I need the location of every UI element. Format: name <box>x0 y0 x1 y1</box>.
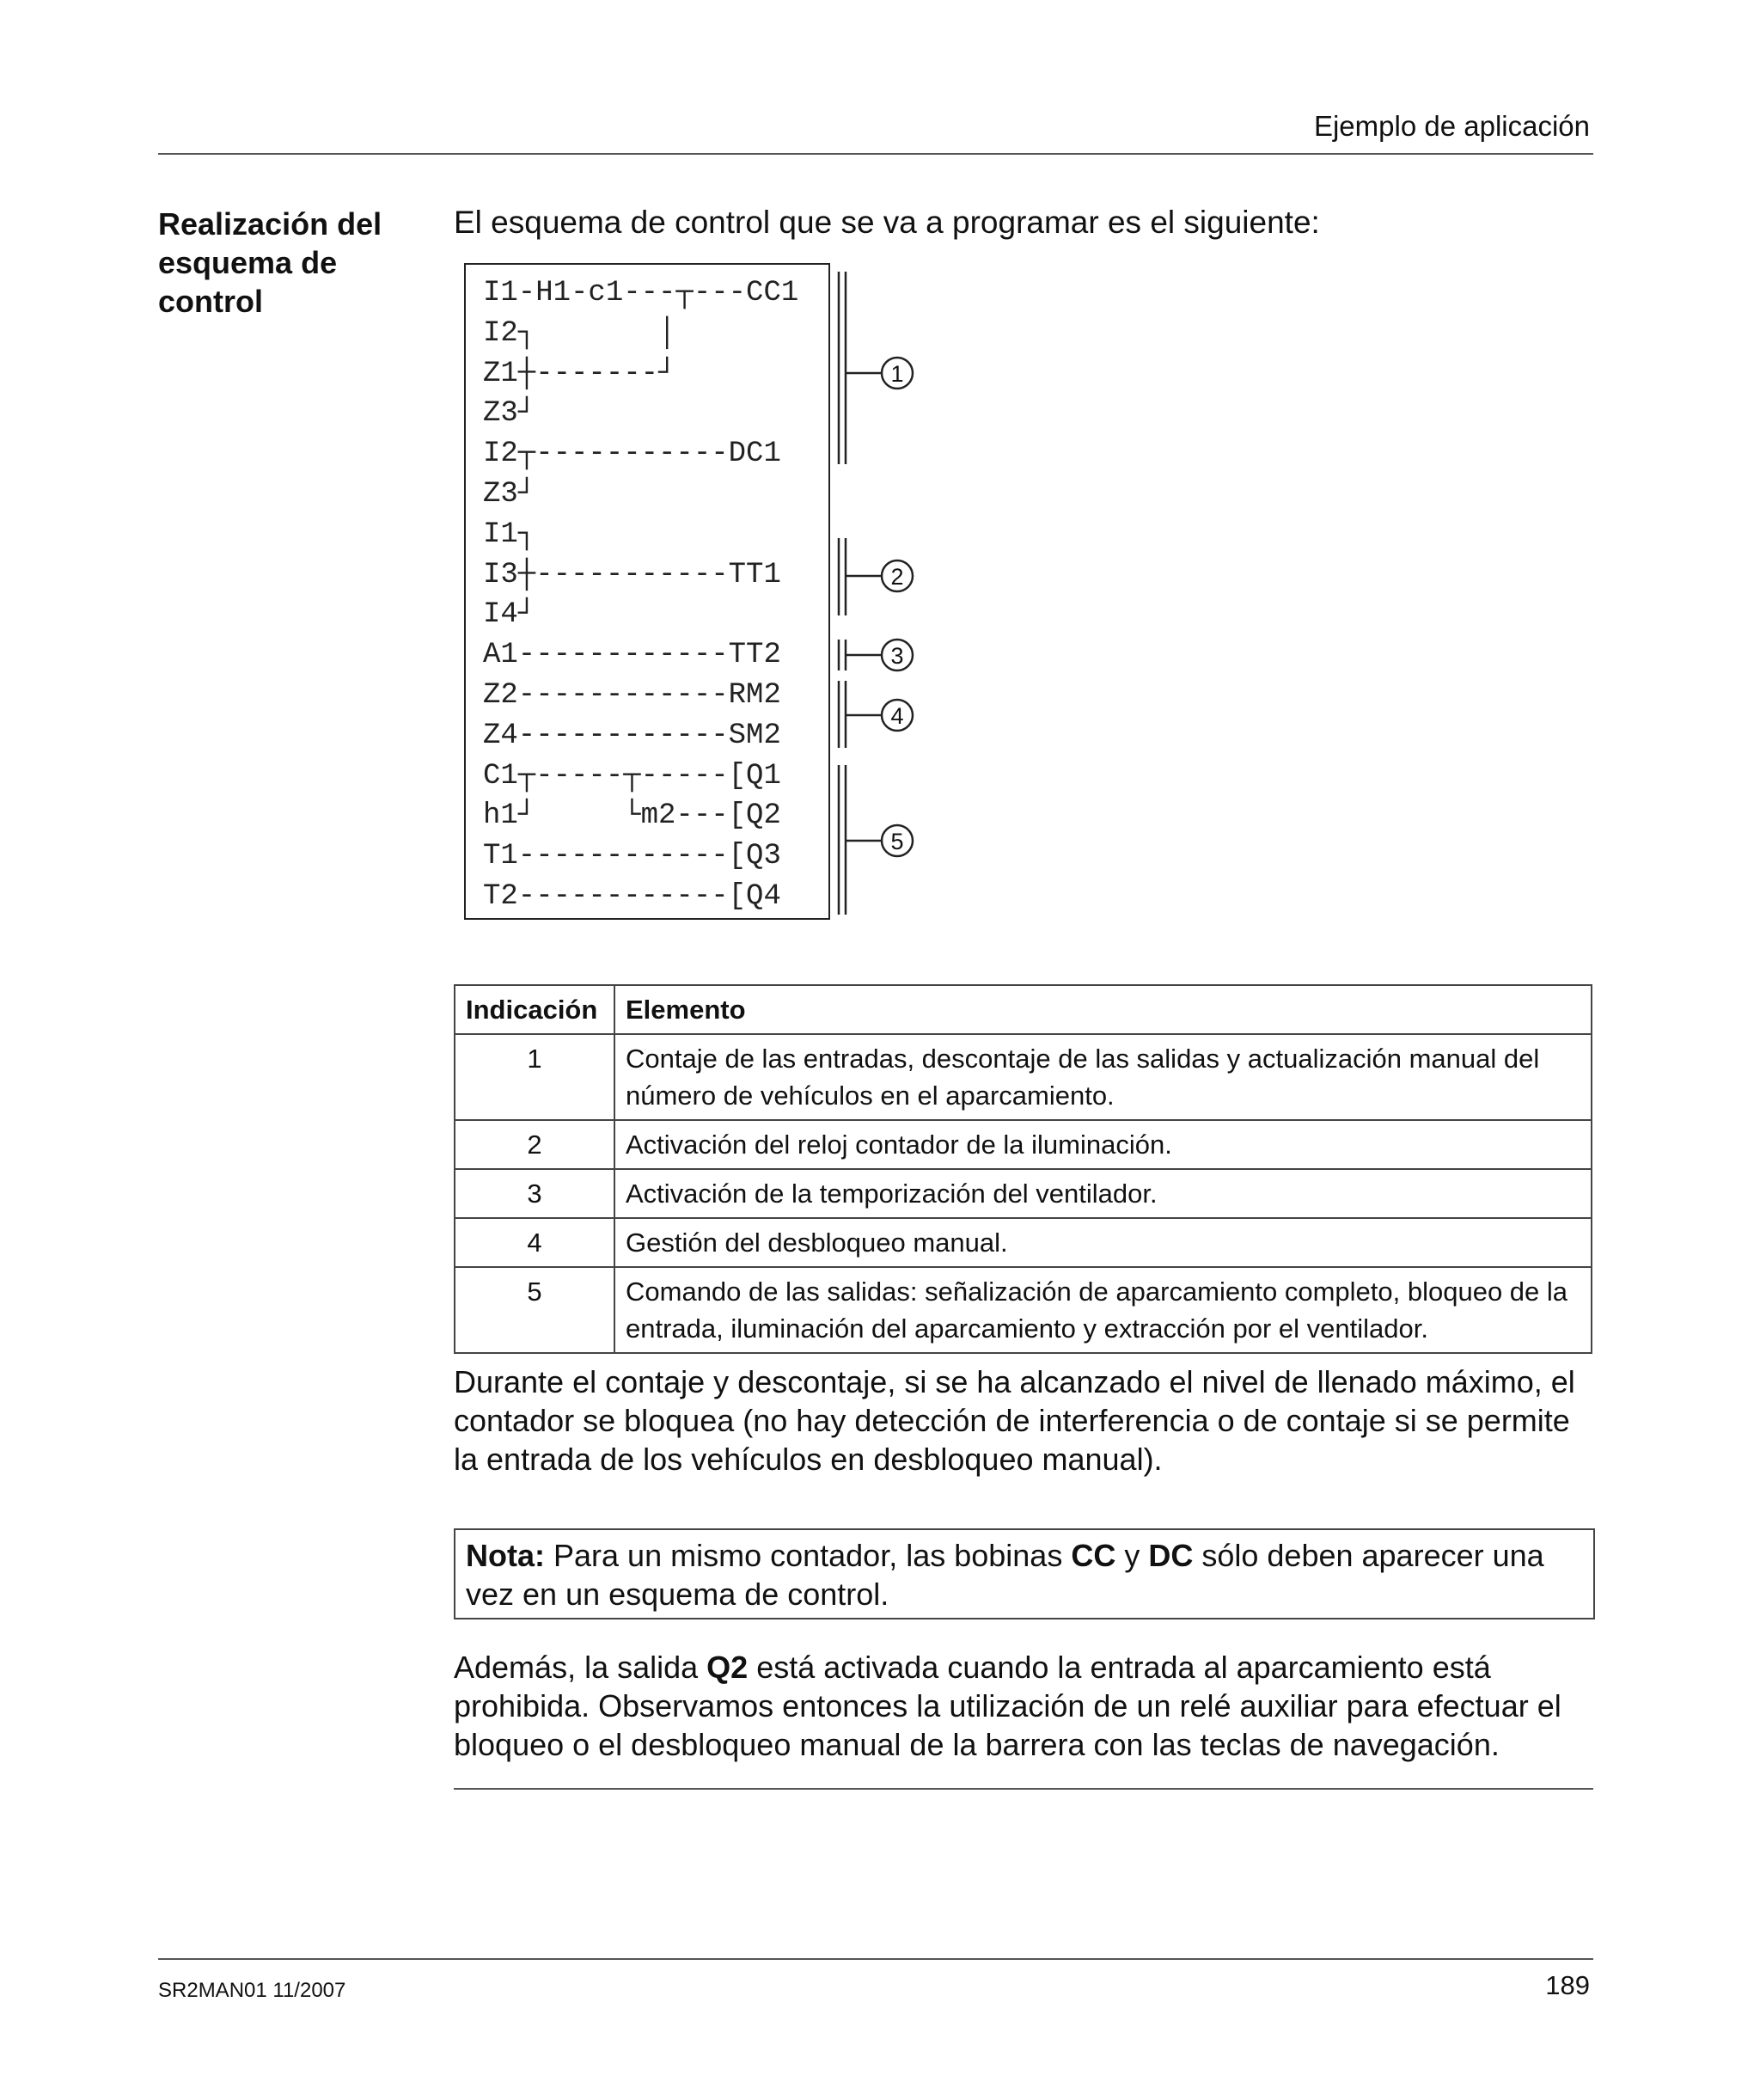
note-term-dc: DC <box>1148 1538 1194 1573</box>
callout-number: 3 <box>890 643 904 669</box>
output-term-q2: Q2 <box>706 1650 749 1685</box>
table-row <box>455 1267 1592 1353</box>
callout-number: 2 <box>890 564 904 590</box>
note-box <box>454 1528 1595 1619</box>
cell-elemento: Comando de las salidas: señalización de aparcamiento completo, bloqueo de la entrada, iluminación del aparcamiento y extracción por el ventilador. <box>614 1267 1592 1353</box>
note-label: Nota: <box>466 1538 545 1573</box>
note-text: Para un mismo contador, las bobinas <box>545 1538 1072 1573</box>
callout-number: 5 <box>890 829 904 854</box>
table-row <box>455 1169 1592 1218</box>
note-term-cc: CC <box>1071 1538 1116 1573</box>
cell-indicacion: 5 <box>455 1267 614 1353</box>
ladder-diagram <box>464 263 830 920</box>
cell-indicacion: 4 <box>455 1218 614 1267</box>
cell-indicacion: 2 <box>455 1120 614 1169</box>
footer-divider <box>158 1958 1593 1960</box>
column-header-elemento: Elemento <box>614 985 1592 1034</box>
table-header-row <box>455 985 1592 1034</box>
ladder-line: T1------------[Q3 <box>483 840 781 873</box>
document-reference: SR2MAN01 11/2007 <box>158 1979 346 2002</box>
ladder-line: A1------------TT2 <box>483 639 781 672</box>
ladder-line: Z1┼-------┘ <box>483 357 676 390</box>
intro-text: El esquema de control que se va a programar es el siguiente: <box>454 205 1320 240</box>
ladder-line: I4┘ <box>483 598 536 632</box>
body-paragraph: Durante el contaje y descontaje, si se ha alcanzado el nivel de llenado máximo, el contador se bloquea (no hay detección de interferencia o de contaje si se permite la entrada de los vehículos en desbloqueo manual). <box>454 1364 1575 1477</box>
cell-elemento: Gestión del desbloqueo manual. <box>614 1218 1592 1267</box>
paragraph-text: Además, la salida <box>454 1650 707 1685</box>
ladder-lines <box>483 273 798 917</box>
content-divider <box>454 1788 1593 1790</box>
ladder-line: I2┐ │ <box>483 316 676 350</box>
ladder-line: T2------------[Q4 <box>483 879 781 913</box>
cell-elemento: Contaje de las entradas, descontaje de las salidas y actualización manual del número de vehículos en el aparcamiento. <box>614 1034 1592 1120</box>
cell-elemento: Activación del reloj contador de la iluminación. <box>614 1120 1592 1169</box>
table-row <box>455 1034 1592 1120</box>
ladder-line: Z2------------RM2 <box>483 678 781 712</box>
table-row <box>455 1218 1592 1267</box>
note-text: sólo deben aparecer una vez en un esquema de control. <box>466 1538 1544 1612</box>
ladder-line: Z4------------SM2 <box>483 719 781 752</box>
cell-elemento: Activación de la temporización del ventilador. <box>614 1169 1592 1218</box>
callout-number: 1 <box>890 361 904 387</box>
cell-indicacion: 1 <box>455 1034 614 1120</box>
ladder-line: Z3┘ <box>483 397 536 431</box>
body-paragraph <box>454 1648 1592 1764</box>
page-section-title: Ejemplo de aplicación <box>1313 110 1590 142</box>
ladder-line: I3┼-----------TT1 <box>483 558 781 591</box>
page-number: 189 <box>1545 1970 1590 2000</box>
ladder-line: C1┬-----┬-----[Q1 <box>483 759 781 793</box>
paragraph-text: está activada cuando la entrada al aparcamiento está prohibida. Observamos entonces la utilización de un relé auxiliar para efectuar el bloqueo o el desbloqueo manual de la barrera con las teclas de navegación. <box>454 1650 1561 1762</box>
legend-table <box>454 984 1592 1354</box>
table-row <box>455 1120 1592 1169</box>
ladder-line: Z3┘ <box>483 477 536 511</box>
column-header-indicacion: Indicación <box>455 985 614 1034</box>
sidebar-heading: Realización del esquema de control <box>158 206 382 319</box>
note-text: y <box>1115 1538 1149 1573</box>
header-divider <box>158 153 1593 155</box>
ladder-line: h1┘ └m2---[Q2 <box>483 799 781 833</box>
cell-indicacion: 3 <box>455 1169 614 1218</box>
ladder-line: I1┐ <box>483 517 536 551</box>
ladder-line: I2┬-----------DC1 <box>483 438 781 471</box>
ladder-line: I1-H1-c1---┬---CC1 <box>483 277 799 309</box>
callout-number: 4 <box>890 703 904 729</box>
callout-brackets <box>825 258 945 928</box>
